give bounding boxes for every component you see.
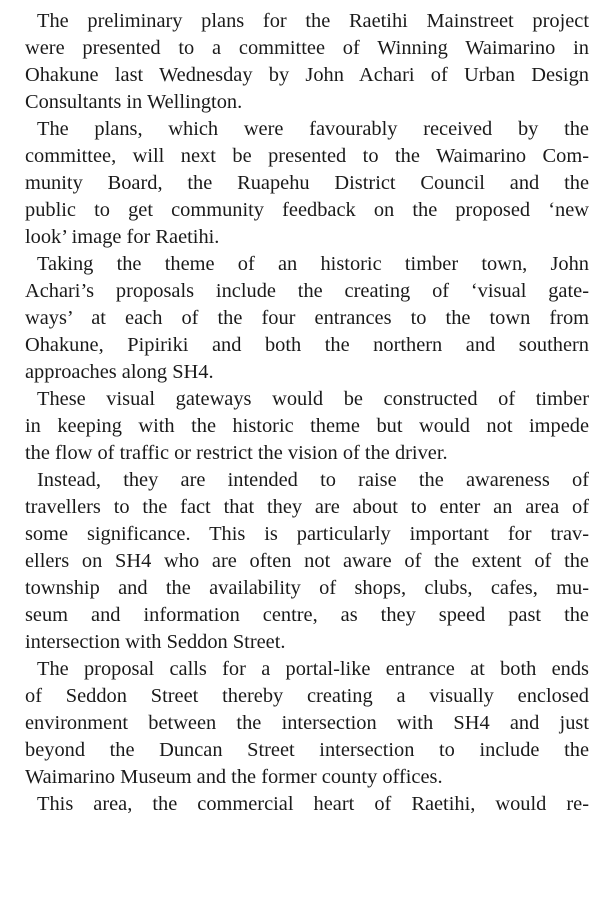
- text-line: committee, will next be presented to the Waimarino Com-: [25, 145, 589, 167]
- text-line: some significance. This is particularly important for trav-: [25, 523, 589, 545]
- text-line: ellers on SH4 who are often not aware of the extent of the: [25, 550, 589, 572]
- paragraph-4: [25, 386, 589, 467]
- text-line: The preliminary plans for the Raetihi Mainstreet project: [37, 10, 589, 32]
- text-line: beyond the Duncan Street intersection to include the: [25, 739, 589, 761]
- text-line: intersection with Seddon Street.: [25, 631, 286, 653]
- text-line: were presented to a committee of Winning Waimarino in: [25, 37, 589, 59]
- text-line: travellers to the fact that they are about to enter an area of: [25, 496, 589, 518]
- text-line: in keeping with the historic theme but would not impede: [25, 415, 589, 437]
- paragraph-2: [25, 116, 589, 251]
- text-line: seum and information centre, as they speed past the: [25, 604, 589, 626]
- text-line: ways’ at each of the four entrances to the town from: [25, 307, 589, 329]
- paragraph-3: [25, 251, 589, 386]
- text-line: look’ image for Raetihi.: [25, 226, 220, 248]
- paragraph-7: [25, 791, 589, 818]
- text-line: Achari’s proposals include the creating of ‘visual gate-: [25, 280, 589, 302]
- text-line: Ohakune, Pipiriki and both the northern and southern: [25, 334, 589, 356]
- paragraph-5: [25, 467, 589, 656]
- text-line: Instead, they are intended to raise the awareness of: [37, 469, 589, 491]
- text-line: munity Board, the Ruapehu District Council and the: [25, 172, 589, 194]
- text-line: approaches along SH4.: [25, 361, 214, 383]
- text-line: Waimarino Museum and the former county offices.: [25, 766, 443, 788]
- text-line: environment between the intersection with SH4 and just: [25, 712, 589, 734]
- text-line: The plans, which were favourably received by the: [37, 118, 589, 140]
- paragraph-6: [25, 656, 589, 791]
- text-line: These visual gateways would be constructed of timber: [37, 388, 589, 410]
- paragraph-1: [25, 8, 589, 116]
- text-line: Taking the theme of an historic timber town, John: [37, 253, 589, 275]
- text-line: Ohakune last Wednesday by John Achari of Urban Design: [25, 64, 589, 86]
- text-line: township and the availability of shops, clubs, cafes, mu-: [25, 577, 589, 599]
- text-line: of Seddon Street thereby creating a visually enclosed: [25, 685, 589, 707]
- text-line: This area, the commercial heart of Raetihi, would re-: [37, 793, 589, 815]
- text-line: Consultants in Wellington.: [25, 91, 243, 113]
- text-line: public to get community feedback on the proposed ‘new: [25, 199, 589, 221]
- text-line: The proposal calls for a portal-like entrance at both ends: [37, 658, 589, 680]
- text-line: the flow of traffic or restrict the vision of the driver.: [25, 442, 448, 464]
